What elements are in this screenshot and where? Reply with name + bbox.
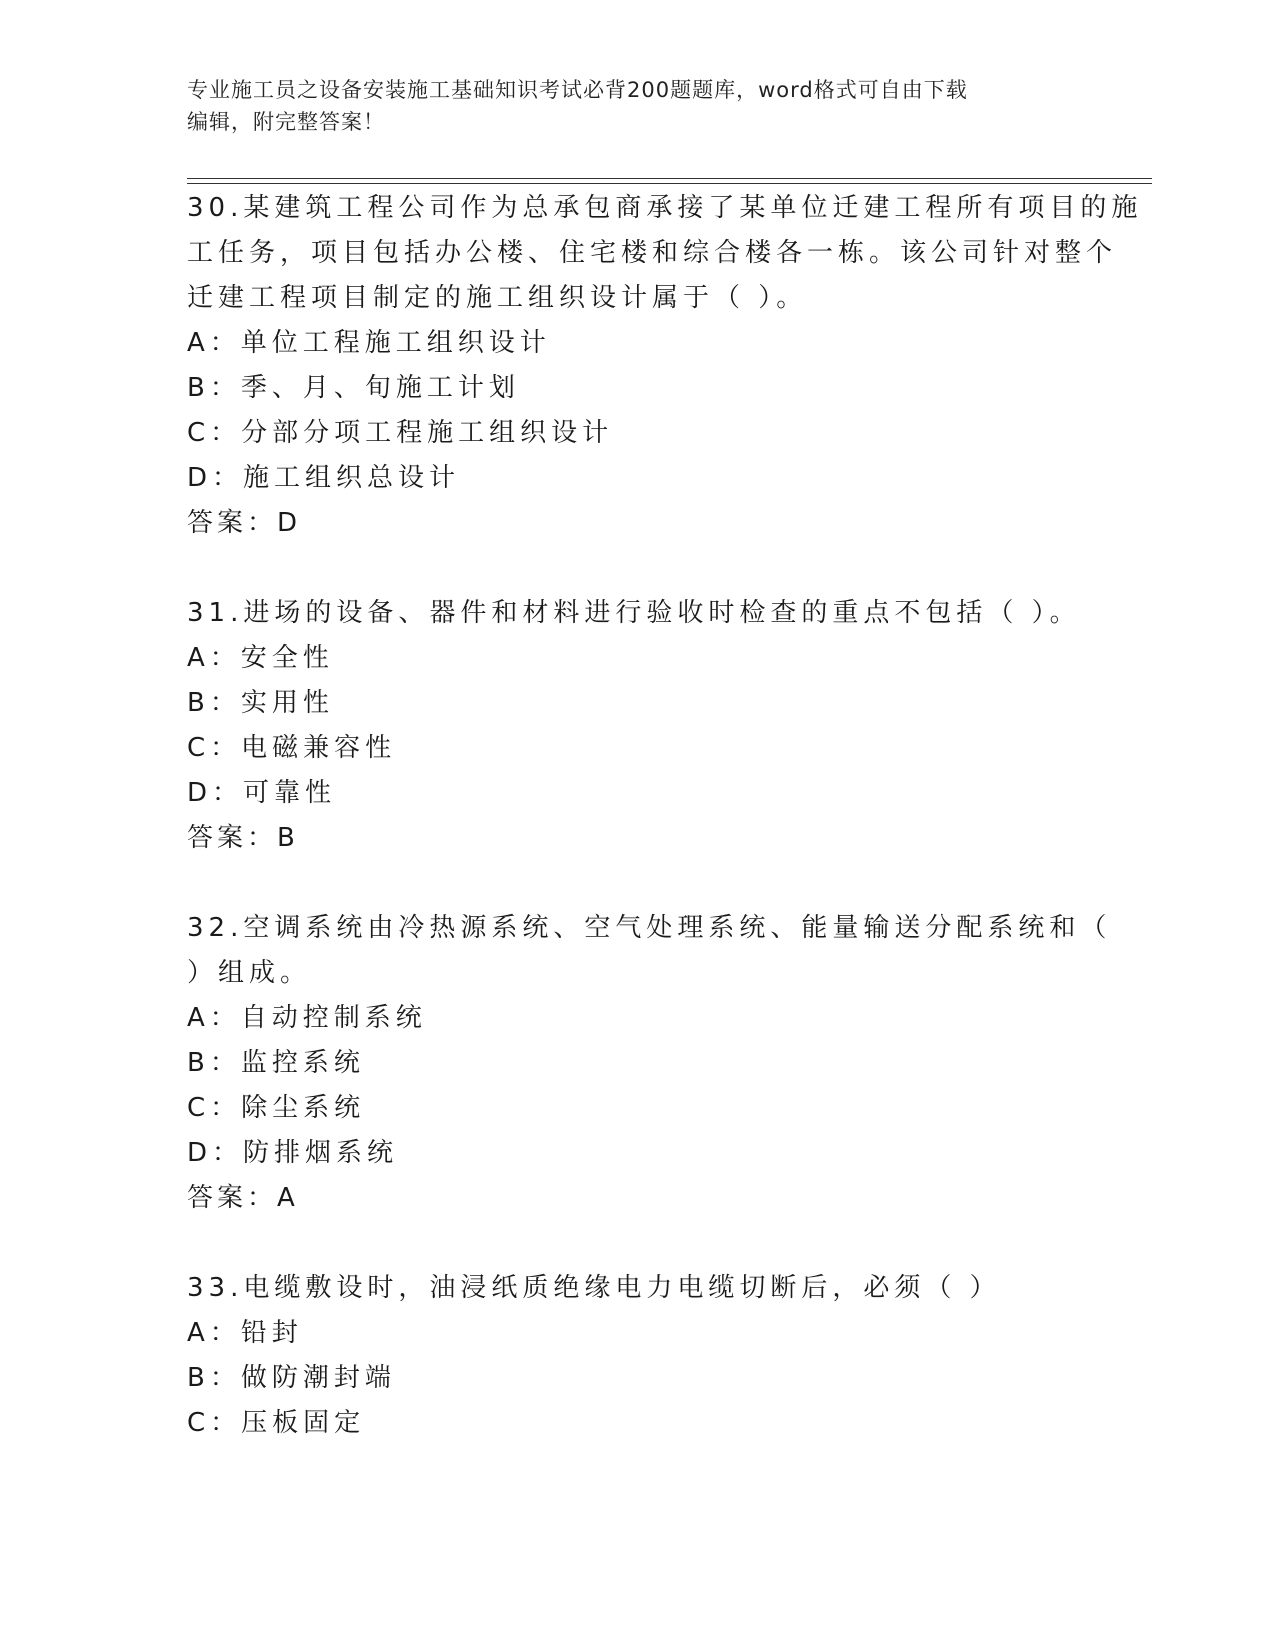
- question-32-option-a: A：自动控制系统: [187, 1003, 427, 1033]
- answer-label: 答案：: [187, 823, 278, 853]
- question-32-stem-line-2: ）组成。: [187, 958, 312, 988]
- question-31-answer: [187, 823, 297, 853]
- question-30-stem-line-1: 30.某建筑工程公司作为总承包商承接了某单位迁建工程所有项目的施: [187, 193, 1143, 223]
- answer-value: B: [277, 823, 297, 853]
- question-30-stem-line-3: 迁建工程项目制定的施工组织设计属于（ ）。: [187, 283, 808, 313]
- answer-label: 答案：: [187, 508, 278, 538]
- header-divider-top: [187, 178, 1152, 179]
- document-header: [187, 74, 1087, 138]
- question-30-stem-line-2: 工任务，项目包括办公楼、住宅楼和综合楼各一栋。该公司针对整个: [187, 238, 1118, 268]
- question-33-option-b: B：做防潮封端: [187, 1363, 396, 1393]
- question-30-option-a: A：单位工程施工组织设计: [187, 328, 551, 358]
- question-32-option-c: C：除尘系统: [187, 1093, 366, 1123]
- question-31-stem-line-1: 31.进场的设备、器件和材料进行验收时检查的重点不包括（ ）。: [187, 598, 1081, 628]
- question-32-answer: [187, 1183, 297, 1213]
- question-32-option-b: B：监控系统: [187, 1048, 365, 1078]
- question-31-option-b: B：实用性: [187, 688, 334, 718]
- header-line-1: 专业施工员之设备安装施工基础知识考试必背200题题库，word格式可自由下载: [187, 78, 968, 102]
- question-31-option-d: D：可靠性: [187, 778, 337, 808]
- question-33-option-c: C：压板固定: [187, 1408, 366, 1438]
- question-32-stem-line-1: 32.空调系统由冷热源系统、空气处理系统、能量输送分配系统和（: [187, 913, 1112, 943]
- question-33-stem-line-1: 33.电缆敷设时，油浸纸质绝缘电力电缆切断后，必须（ ）: [187, 1273, 1001, 1303]
- answer-value: D: [277, 508, 300, 538]
- question-31-option-a: A：安全性: [187, 643, 334, 673]
- question-30-option-d: D：施工组织总设计: [187, 463, 461, 493]
- header-line-2: 编辑，附完整答案！: [187, 110, 385, 134]
- question-32-option-d: D：防排烟系统: [187, 1138, 399, 1168]
- header-divider-bottom: [187, 183, 1152, 184]
- question-30-option-c: C：分部分项工程施工组织设计: [187, 418, 614, 448]
- answer-label: 答案：: [187, 1183, 278, 1213]
- question-31-option-c: C：电磁兼容性: [187, 733, 397, 763]
- question-30-answer: [187, 508, 299, 538]
- question-30-option-b: B：季、月、旬施工计划: [187, 373, 520, 403]
- question-33-option-a: A：铅封: [187, 1318, 303, 1348]
- answer-value: A: [277, 1183, 297, 1213]
